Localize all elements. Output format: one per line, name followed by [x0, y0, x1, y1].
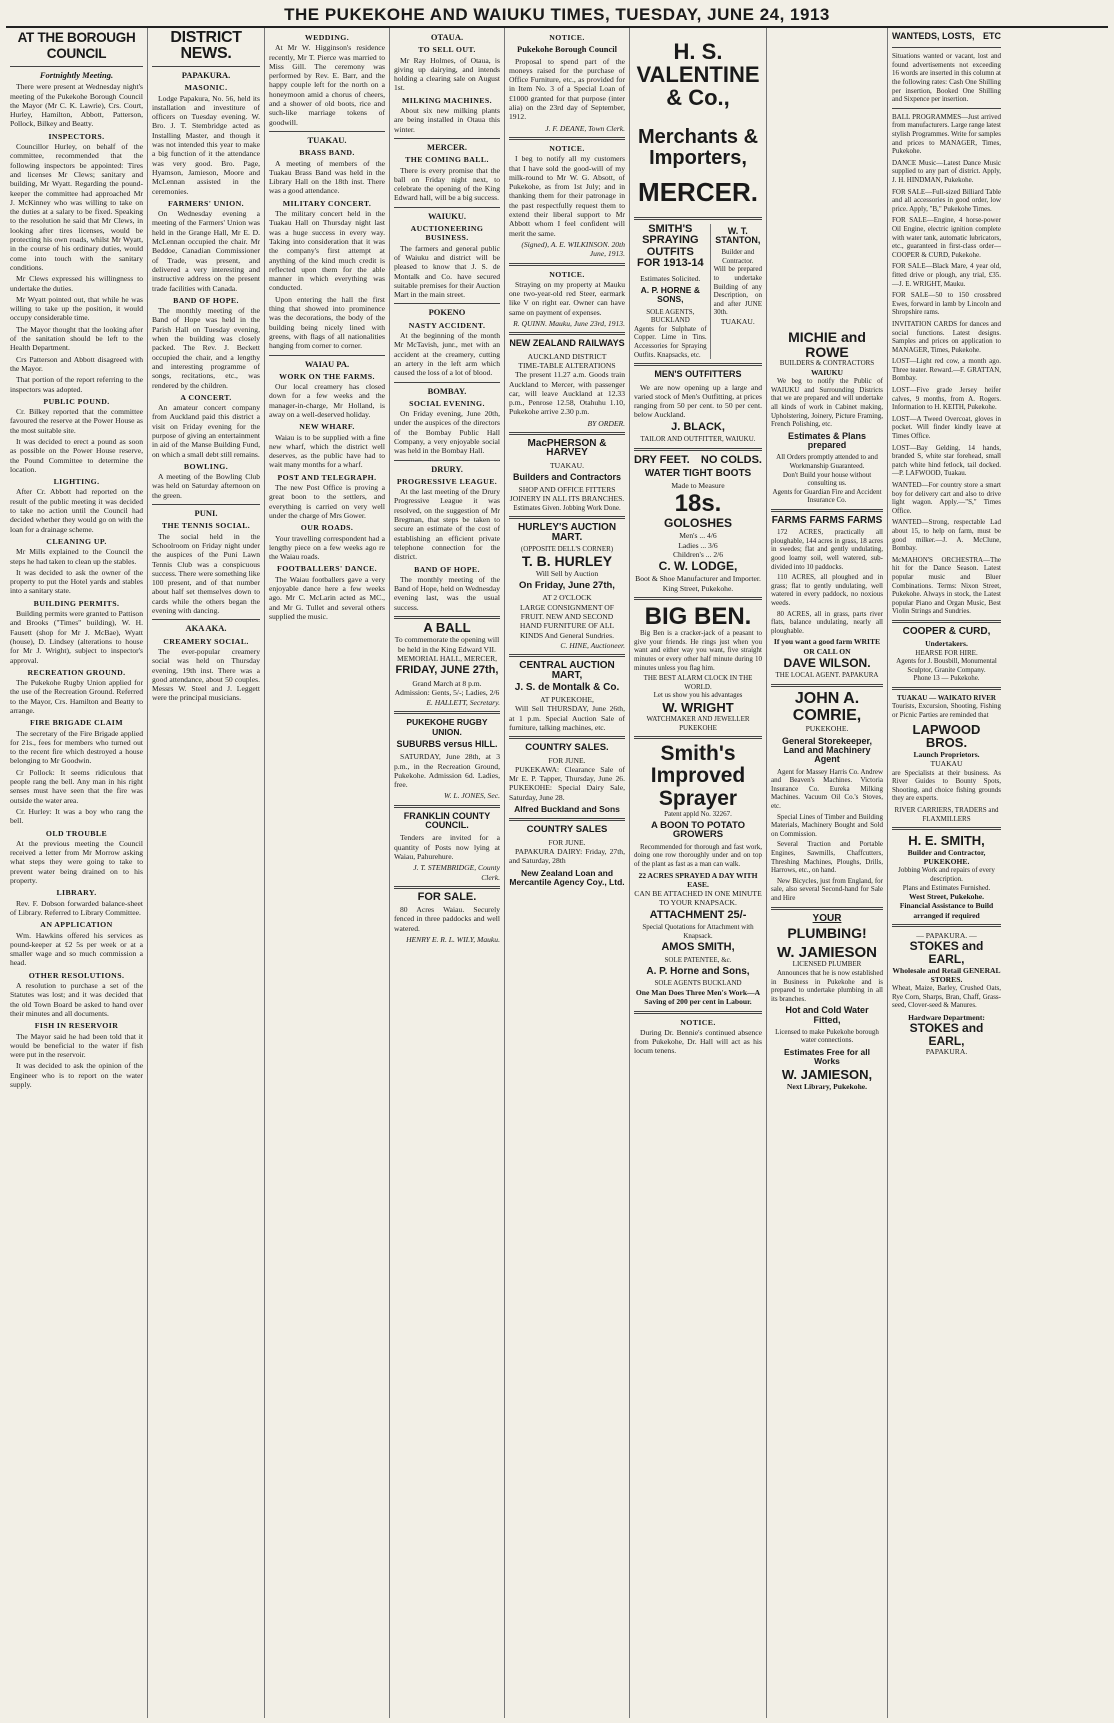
paragraph: Wm. Hawkins offered his services as pound-keeper at £2 5s per week or at a smaller wage and so much commission a head.: [10, 930, 143, 968]
boots-title: WATER TIGHT BOOTS: [644, 468, 752, 480]
section-heading: BAND OF HOPE.: [414, 564, 480, 574]
paragraph: There were present at Wednesday night's meeting of the Pukekohe Borough Council the Mayor (Mr C. K. Lawrie), Crs. Court, Hurley, Hamilton, Abbott, Patterson, Pollock, Bilkey and Beatty.: [10, 82, 143, 129]
classified-item: BALL PROGRAMMES—Just arrived from manufacturers. Large range latest stylish Programmes. Write for samples and prices to MANAGER, Times, Pukekohe.: [892, 112, 1001, 156]
michie-foot2: Don't Build your house without consulting us.: [782, 470, 872, 488]
central-title: CENTRAL AUCTION MART,: [519, 660, 615, 681]
country-sales-sub: FOR JUNE.: [548, 755, 586, 765]
section-heading: PUBLIC POUND.: [43, 396, 110, 406]
stokes-name: STOKES and EARL,: [909, 1021, 984, 1048]
paragraph: At the beginning of the month Mr McTavish, junr., met with an accident at the creamery, cutting an artery in the left arm which caused the loss of a lot of blood.: [394, 331, 500, 378]
country-sales-title: COUNTRY SALES.: [525, 742, 609, 754]
section-heading: AKA AKA.: [185, 623, 227, 634]
michie-foot: All Orders promptly attended to and Workmanship Guaranteed.: [776, 453, 878, 471]
rugby-signature: W. L. JONES, Sec.: [443, 791, 500, 801]
paragraph: Councillor Hurley, on behalf of the committee, recommended that the following inspectors be appointed: Tires and licenses Mr Clews; sanitary and building, Mr Wyatt. Regarding the pound-keeper the committee had approached Mr J. McKinney who was willing to take on the duties at a salary to be fixed. Speaking to the resolution he said that Mr Clews, in looking after tires licenses, would be protecting his own roads, whilst Mr Wyatt, in the course of his ordinary duties, would come into touch with the sanitary conditions.: [10, 142, 143, 272]
lodge-place: King Street, Pukekohe.: [662, 583, 734, 593]
dry-feet-row: [634, 455, 762, 467]
sprayer-patent: Patent appld No. 32267.: [664, 809, 732, 818]
ad-row: [634, 224, 762, 360]
wanteds-heading-left: WANTEDS, LOSTS,: [892, 31, 975, 41]
hsmith-address: West Street, Pukekohe.: [909, 892, 984, 902]
amos-sub: SOLE PATENTEE, &c.: [664, 955, 732, 964]
wright-name: W. WRIGHT: [662, 699, 734, 715]
paragraph: Mr Ray Holmes, of Otaua, is giving up dairying, and intends holding a clearing sale on August 1st.: [394, 55, 500, 93]
stanton-ad: [711, 224, 762, 360]
section-heading: WORK ON THE FARMS.: [279, 371, 375, 381]
paragraph: The Waiau footballers gave a very enjoyable dance here a few weeks ago. Mr C. McLarin acted as MC., and Mr G. Tullet and several others supplied the music.: [269, 574, 385, 621]
jamieson-hot: Hot and Cold Water Fitted,: [785, 1005, 869, 1025]
comrie-name: JOHN A. COMRIE,: [792, 689, 862, 724]
section-heading: CLEANING UP.: [46, 536, 107, 546]
sale-signature: HENRY E. R. L. WILY, Mauku.: [406, 935, 500, 945]
railways-signature: BY ORDER.: [587, 418, 625, 428]
notice-body: I beg to notify all my customers that I have sold the good-will of my milk-round to Mr W. G. Absott, of Pukekohe, as from 1st July; and in thanking them for their patronage in the past respectfully request them to extend their liberal support to Mr Abbott whom I feel confident will merit the same.: [509, 154, 625, 238]
section-heading: AUCTIONEERING BUSINESS.: [410, 224, 484, 243]
paragraph: A resolution to purchase a set of the Statutes was lost; and it was decided that the old Town Board be asked to hand over their minutes and all documents.: [10, 981, 143, 1018]
rugby-title: PUKEKOHE RUGBY UNION.: [406, 717, 488, 737]
section-heading: DRURY.: [431, 463, 463, 474]
paragraph: It was decided to ask the opinion of the Engineer who is to report on the water supply.: [10, 1061, 143, 1089]
special-quotations: Special Quotations for Attachment with Knapsack.: [642, 923, 754, 940]
no-colds: NO COLDS.: [700, 453, 762, 466]
section-heading: MILKING MACHINES.: [402, 95, 492, 105]
smith-title: OUTFITS: [646, 245, 694, 258]
lapwood-body: are Specialists at their business. As River Guides to Bounty Spots, Shooting, and choice fishing grounds they are experts.: [892, 768, 1001, 803]
country-sales-sub: FOR JUNE.: [548, 837, 586, 847]
plumbing-your: YOUR: [812, 912, 842, 924]
hurley-body: LARGE CONSIGNMENT OF FRUIT. NEW AND SECOND HAND FURNITURE OF ALL KINDS And General Sundries.: [519, 602, 615, 640]
section-heading: BOMBAY.: [427, 385, 467, 396]
sprayer-title: Sprayer: [658, 786, 738, 810]
section-heading: WAIAU PA.: [304, 358, 350, 369]
section-heading: BRASS BAND.: [299, 148, 355, 158]
dave-wilson: DAVE WILSON.: [783, 656, 871, 670]
notice-sub: Pukekohe Borough Council: [517, 44, 617, 55]
lodge-name: C. W. LODGE,: [658, 559, 738, 574]
paragraph: The monthly meeting of the Band of Hope, held on Wednesday evening last, was the usual success.: [394, 574, 500, 612]
paragraph: On Wednesday evening a meeting of the Farmers' Union was held in the Grange Hall, Mr E. D. McLennan occupied the chair. Mr Beddoe, Canadian Commissioner of Trade, was present, and delivered a very interesting and instructive address on the present trade facilities with Canada.: [152, 209, 260, 293]
classified-item: WANTED—Strong, respectable Lad about 15, to help on farm, must be good milker.—J. A. McClune, Bombay.: [892, 518, 1001, 553]
classified-item: LOST—A Tweed Overcoat, gloves in pocket. Will finder kindly leave at Times Office.: [892, 414, 1001, 441]
horne2-sub: SOLE AGENTS BUCKLAND: [654, 979, 742, 988]
section-heading: LIGHTING.: [53, 477, 100, 487]
section-heading: MILITARY CONCERT.: [282, 198, 372, 208]
paragraph: Our local creamery has closed down for a few weeks and the manager-in-charge, Mr Holland, is away on a well-deserved holiday.: [269, 382, 385, 419]
section-heading: OUR ROADS.: [300, 523, 354, 533]
michie-sub: BUILDERS & CONTRACTORS: [779, 359, 875, 368]
section-heading: OTAUA.: [430, 32, 464, 42]
paragraph: The farmers and general public of Waiuku and district will be pleased to know that J. S. de Montalk and Co. have secured suitable premises for their Auction Mart in the main street.: [394, 243, 500, 300]
jamieson-name: W. JAMIESON: [776, 943, 877, 961]
ball-title: A BALL: [423, 620, 471, 636]
stokes-name: STOKES and EARL,: [909, 939, 984, 966]
comrie-bikes: New Bicycles, just from England, for sale, also several Second-hand for Sale and Hire: [771, 876, 883, 902]
boon-title: A BOON TO POTATO GROWERS: [651, 820, 745, 841]
goloshes-title: GOLOSHES: [663, 515, 732, 530]
macpherson-line: Builders and Contractors: [512, 471, 622, 482]
hsmith-plans: Plans and Estimates Furnished.: [902, 883, 991, 892]
macpherson-body: SHOP AND OFFICE FITTERS JOINERY IN ALL ITS BRANCHES.: [509, 485, 625, 504]
section-heading: POKENO: [428, 307, 466, 318]
section-heading: NASTY ACCIDENT.: [408, 320, 486, 330]
black-sub: TAILOR AND OUTFITTER, WAIUKU.: [640, 435, 756, 443]
macpherson-place: TUAKAU.: [550, 460, 584, 470]
comrie-body: Several Traction and Portable Engines, Sawmills, Chaffcutters, Threshing Machines, Ploughs, Drills, Harrows, etc., on hand.: [771, 840, 883, 875]
paragraph: Waiau is to be supplied with a fine new wharf, which the district well deserves, as the public have had to wait many months for a wharf.: [269, 432, 385, 470]
paragraph: Lodge Papakura, No. 56, held its installation and investiture of officers on Tuesday evening. W. Bro. J. T. Stembridge acted as Installing Master, and though it was not intended this year to make a big function of it the attendance was very good. Bro. Page, Hyamson, Jamieson, Moore and McLennan assisted in the ceremonies.: [152, 93, 260, 196]
paragraph: A meeting of members of the Tuakau Brass Band was held in the Library Hall on the 18th inst. There was a good attendance.: [269, 158, 385, 196]
comrie-lines: Special Lines of Timber and Building Materials, Machinery Bought and Sold on Commission.: [771, 812, 883, 838]
section-heading: LIBRARY.: [56, 888, 97, 898]
section-heading: NEW WHARF.: [299, 422, 355, 432]
section-heading: WAIUKU.: [427, 210, 467, 221]
paragraph: That portion of the report referring to the inspectors was adopted.: [10, 375, 143, 394]
hurley-name: T. B. HURLEY: [521, 552, 613, 569]
big-ben-body: Big Ben is a cracker-jack of a peasant to give your friends. He rings just when you want and either way you want, five straight minutes or every other half minute during 10 minutes unless you flag him.: [634, 629, 762, 672]
lapwood-carriers: RIVER CARRIERS, TRADERS and FLAXMILLERS: [894, 805, 999, 823]
smith-estimates: Estimates Solicited.: [640, 273, 701, 283]
nz-loan: New Zealand Loan and Mercantile Agency Coy., Ltd.: [509, 867, 625, 887]
column-notices: [505, 28, 630, 1718]
attachment-price: ATTACHMENT 25/-: [649, 908, 747, 921]
paragraph: Rev. F. Dobson forwarded balance-sheet of Library. Referred to Library Committee.: [10, 898, 143, 917]
lapwood-sub: Launch Proprietors.: [913, 749, 980, 759]
ball-date: FRIDAY, JUNE 27th,: [395, 664, 499, 677]
boots-sub: Made to Measure: [671, 481, 725, 491]
lapwood-place: TUAKAU: [930, 759, 963, 769]
section-heading: TUAKAU.: [307, 134, 347, 145]
cooper-name: COOPER & CURD,: [902, 625, 991, 637]
boon-body: Recommended for thorough and fast work, doing one row thoroughly under and on top of the plant as fast as a man can walk.: [634, 842, 762, 868]
classified-item: McMAHON'S ORCHESTRA—The hit for the Dance Season. Latest popular music and Bluer Combinations. Terms: Nixon Street, Pukekohe. Always in stock, the Latest popular Piano and Organ Music, Best Violin Strings and Sundries.: [892, 555, 1001, 616]
paragraph: Your travelling correspondent had a lengthy piece on a few weeks ago re the Waiau roads.: [269, 533, 385, 562]
michie-estimates: Estimates & Plans prepared: [787, 430, 867, 451]
hsmith-sub: Builder and Contractor, PUKEKOHE.: [907, 847, 986, 867]
paragraph: Cr Pollock: It seems ridiculous that people rang the bell. Any man in his right senses must have seen that the fire was outside the water area.: [10, 767, 143, 805]
valentine-line: Merchants & Importers,: [637, 126, 759, 170]
one-man-line: One Man Does Three Men's Work—A Saving of 200 per cent in Labour.: [635, 987, 761, 1007]
notice-title: NOTICE.: [680, 1017, 716, 1027]
country-sales-body: PAPAKURA DAIRY: Friday, 27th, and Saturday, 28th: [509, 846, 625, 866]
classified-item: FOR SALE—Full-sized Billiard Table and all accessories in good order, low price. Apply, "B," Pukekohe Times.: [892, 187, 1001, 213]
jamieson-body: Announces that he is now established in Business in Pukekohe and is prepared to undertake plumbing in all its branches.: [771, 968, 883, 1003]
dry-feet: DRY FEET.: [634, 453, 690, 466]
jamieson-name: W. JAMIESON,: [781, 1066, 873, 1082]
paragraph: The monthly meeting of the Band of Hope was held in the Parish Hall on Tuesday evening, when the building was closely packed. The Rev. J. Beckett occupied the chair, and a lengthy and interesting programme of songs, recitations, etc., was rendered by the children.: [152, 306, 260, 390]
stokes-body: Wheat, Maize, Barley, Crushed Oats, Rye Corn, Sharps, Bran, Chaff, Grass-seed, Clover-seed & Manures.: [892, 984, 1001, 1010]
comrie-sub: General Storekeeper, Land and Machinery Agent: [781, 735, 873, 765]
paragraph: Mr Clews expressed his willingness to undertake the duties.: [10, 274, 143, 293]
stanton-place: TUAKAU.: [720, 316, 755, 326]
section-heading: MERCER.: [427, 141, 467, 152]
notice-title: NOTICE.: [549, 33, 585, 42]
tuakau-body: Tourists, Excursion, Shooting, Fishing or Picnic Parties are reminded that: [892, 702, 1001, 720]
jamieson-address: Next Library, Pukekohe.: [786, 1081, 868, 1091]
rugby-body: SATURDAY, June 28th, at 3 p.m., in the Recreation Ground, Pukekohe. Admission 6d. Ladies, free.: [394, 752, 500, 790]
paragraph: It was decided to ask the owner of the property to put the Hotel yards and stables into a sanitary state.: [10, 567, 143, 596]
paragraph: The Mayor thought that the looking after of the sanitation should be left to the Health Department.: [10, 324, 143, 353]
paragraph: The new Post Office is proving a great boon to the settlers, and everything is carried on very well under the charge of Mrs Gower.: [269, 483, 385, 520]
country-sales-title: COUNTRY SALES: [526, 824, 608, 836]
ball-signature: E. HALLETT, Secretary.: [426, 698, 500, 708]
section-heading: FARMERS' UNION.: [167, 198, 245, 208]
column-district-news: [148, 28, 265, 1718]
paragraph: There is every promise that the ball on Friday night next, to celebrate the opening of the King Edward hall, will be a big success.: [394, 165, 500, 203]
classified-item: DANCE Music—Latest Dance Music supplied to any part of district. Apply, J. H. HINDMAN, Pukekohe.: [892, 158, 1001, 185]
franklin-signature: J. T. STEMBRIDGE, County Clerk.: [413, 863, 500, 882]
rugby-sub: SUBURBS versus HILL.: [396, 739, 498, 749]
paragraph: Crs Patterson and Abbott disagreed with the Mayor.: [10, 354, 143, 373]
sprayer-title: Improved: [650, 764, 746, 788]
smith-title: SMITH'S: [648, 222, 693, 235]
hurley-sub: (OPPOSITE DELL'S CORNER): [520, 544, 614, 553]
smith-title: SPRAYING: [642, 234, 699, 247]
classified-item: FOR SALE—Black Mare, 4 year old, fitted drive or plough, any trial, £35.—J. E. WRIGHT, Mauku.: [892, 262, 1001, 288]
financial-assistance: Financial Assistance to Build arranged if required: [899, 901, 994, 920]
section-heading: FOOTBALLERS' DANCE.: [277, 564, 377, 574]
section-heading: MASONIC.: [184, 83, 228, 93]
section-heading: BAND OF HOPE.: [173, 295, 239, 305]
paragraph: The ever-popular creamery social was held on Thursday evening, 19th inst. There was a good attendance, about 50 couples. Messrs W. Steel and J. Leggett were the principal musicians.: [152, 646, 260, 703]
section-heading: FISH IN RESERVOIR: [34, 1021, 119, 1031]
cooper-sub2: HEARSE FOR HIRE.: [915, 648, 978, 657]
jamieson-tag: LICENSED PLUMBER: [792, 960, 862, 969]
hurley-time: AT 2 O'CLOCK: [542, 593, 592, 603]
masthead: THE PUKEKOHE AND WAIUKU TIMES, TUESDAY, JUNE 24, 1913: [6, 4, 1108, 28]
section-heading: THE COMING BALL.: [405, 155, 489, 165]
tuakau-title: TUAKAU — WAIKATO RIVER: [897, 693, 996, 702]
horne-sub: SOLE AGENTS, BUCKLAND: [646, 307, 695, 325]
paragraph: The secretary of the Fire Brigade applied for 21s., fees for members who turned out to the recent fire which destroyed a house belonging to Mr Goodwin.: [10, 728, 143, 766]
farms-foot: If you want a good farm WRITE OR CALL ON: [773, 637, 881, 656]
section-heading: PUNI.: [194, 508, 218, 519]
wanteds-intro: Situations wanted or vacant, lost and found advertisements not exceeding 16 words are inserted in this column at the following rates: Cash One Shilling per insertion, Booked One Shilling and Sixpence per insertion.: [892, 52, 1001, 104]
comrie-agents: Agent for Massey Harris Co. Andrew and Beaven's Machines. Victoria Insurance Co. Eureka Milking Machines. Vacuum Oil Co.'s Stoves, etc.: [771, 767, 883, 811]
smith-title: FOR 1913-14: [636, 257, 704, 270]
farms-body: 172 ACRES, practically all ploughable, 144 acres in grass, 18 acres in swedes; flat and gently undulating, good loamy soil, well watered, sub-divided into 10 paddocks.: [771, 528, 883, 571]
classified-item: LOST—Bay Gelding, 14 hands, branded S, white star forehead, small patch white hind fetlock, tail docked.—P. LAFWOOD, Tuakau.: [892, 443, 1001, 478]
paragraph: The Mayor said he had been told that it would be beneficial to the water if fish were put in the reservoir.: [10, 1031, 143, 1060]
classified-item: FOR SALE—50 to 150 crossbred Ewes, forward in lamb by Lincoln and Shropshire rams.: [892, 291, 1001, 317]
column-wanteds: [888, 28, 1005, 1718]
ball-body: To commemorate the opening will be held in the King Edward VII. MEMORIAL HALL, MERCER,: [394, 635, 500, 663]
michie-name: MICHIE and ROWE: [788, 329, 866, 360]
macpherson-foot: Estimates Given. Jobbing Work Done.: [513, 503, 621, 512]
mens-outfitters-body: We are now opening up a large and varied stock of Men's Outfitting, at prices ranging from 50 per cent. to 50 per cent. below Auckland.: [634, 382, 762, 420]
horne-name: A. P. HORNE & SONS,: [640, 285, 700, 305]
paragraph: About six new milking plants are being installed in Otaua this winter.: [394, 106, 500, 134]
sprayer-title: Smith's: [660, 742, 736, 766]
section-heading: CREAMERY SOCIAL.: [163, 636, 249, 646]
section-heading: FIRE BRIGADE CLAIM: [30, 718, 123, 728]
comrie-place: PUKEKOHE.: [805, 724, 849, 734]
classified-item: FOR SALE—Engine, 4 horse-power Oil Engine, electric ignition complete with water tank, automatic lubricators, etc., guaranteed in first-class order—COOPER & CURD, Pukekohe.: [892, 216, 1001, 259]
cooper-phone: Phone 13 — Pukekohe.: [913, 674, 980, 683]
franklin-title: FRANKLIN COUNTY COUNCIL.: [403, 810, 491, 831]
paragraph: At Mr W. Higginson's residence recently, Mr T. Pierce was married to Miss Gill. The ceremony was performed by Rev. E. Barr, and the happy couple left for the north on a honeymoon amid a chorus of cheers, and a shower of old boots, rice and such-like marriage tokens of goodwill.: [269, 43, 385, 127]
notice-body: During Dr. Bennie's continued absence from Pukekohe, Dr. Hall will act as his locum tenens.: [634, 1027, 762, 1056]
dave-sub: THE LOCAL AGENT. PAPAKURA: [775, 671, 879, 680]
black-name: J. BLACK,: [671, 420, 725, 433]
section-heading: PAPAKURA.: [181, 70, 231, 80]
acres-sprayed: 22 ACRES SPRAYED A DAY WITH EASE.: [638, 870, 758, 889]
sale-body: 80 Acres Waiau. Securely fenced in three paddocks and well watered.: [394, 905, 500, 933]
section-heading: A CONCERT.: [180, 392, 232, 402]
spacer: [771, 30, 883, 330]
paragraph: Cr. Bilkey reported that the committee favoured the reserve at the Power House as the most suitable site.: [10, 407, 143, 435]
goloshes-price: Men's ... 4/6: [679, 531, 717, 541]
notice-signature: (Signed), A. E. WILKINSON. 20th June, 1913.: [521, 239, 625, 259]
paragraph: Cr. Hurley: It was a boy who rang the bell.: [10, 806, 143, 826]
country-sales-body: PUKEKAWA: Clearance Sale of Mr E. P. Tapper, Thursday, June 26. PUKEKOHE: Special Dairy Sale, Saturday, June 28.: [509, 764, 625, 802]
article-heading: AT THE BOROUGH COUNCIL: [17, 30, 136, 61]
michie-agents: Agents for Guardian Fire and Accident Insurance Co.: [772, 487, 882, 505]
notice-title: NOTICE.: [549, 143, 585, 153]
jamieson-estimates: Estimates Free for all Works: [784, 1047, 870, 1067]
hurley-line: Will Sell by Auction: [535, 568, 599, 578]
hsmith-body: Jobbing Work and repairs of every description.: [898, 866, 995, 883]
section-heading: TO SELL OUT.: [418, 45, 476, 55]
paragraph: The social held in the Schoolroom on Friday night under the auspices of the Puni Lawn Tennis Club was a conspicuous success. There were something like 100 present, and of that number about half set themselves down to cards while the others began the evening with dancing.: [152, 531, 260, 616]
central-body: Will Sell THURSDAY, June 26th, at 1 p.m. Special Auction Sale of furniture, talking machines, etc.: [509, 704, 625, 732]
franklin-body: Tenders are invited for a quantity of Posts now lying at Waiau, Pahurehure.: [394, 833, 500, 861]
mens-outfitters-title: MEN'S OUTFITTERS: [654, 369, 742, 380]
columns: [6, 28, 1108, 1718]
classified-item: LOST—Five grade Jersey heifer calves, 9 months, from A. Rogers. Information to H. KEITH, Pukekohe.: [892, 386, 1001, 412]
big-ben-title: BIG BEN.: [644, 603, 752, 630]
paragraph: Mr Wyatt pointed out, that while he was willing to take up the position, it would occupy considerable time.: [10, 294, 143, 323]
stanton-sub: Builder and Contractor.: [721, 248, 755, 265]
farms-body: 80 ACRES, all in grass, parts river flats, balance undulating, nearly all ploughable.: [771, 609, 883, 635]
papakura-banner: — PAPAKURA. —: [916, 931, 977, 941]
paragraph: Upon entering the hall the first thing that showed into prominence was the decorations, the body of the building being nicely lined with greens, with flags of all nationalities hanging from corner to corner.: [269, 294, 385, 351]
hsmith-name: H. E. SMITH,: [908, 833, 985, 849]
paragraph: After Cr. Abbott had reported on the result of the public meeting it was decided to take no action until the Council had decided whether they would go on with the loan for a drainage scheme.: [10, 487, 143, 534]
section-heading: THE TENNIS SOCIAL.: [161, 521, 251, 531]
classified-item: LOST—Light red cow, a month ago. Three teater. Reward.—F. GRATTAN, Bombay.: [892, 357, 1001, 383]
cooper-sub: Undertakers.: [925, 639, 968, 649]
section-heading: OTHER RESOLUTIONS.: [28, 970, 125, 980]
section-heading: POST AND TELEGRAPH.: [277, 472, 377, 482]
stanton-body: Will be prepared to undertake Building of any Description, on and after JUNE 30th.: [713, 265, 762, 317]
central-name: J. S. de Montalk & Co.: [514, 681, 620, 693]
paragraph: Building permits were granted to Pattison and Brooks ("Times" building), W. H. Fausett (shop for Mr J. McBae), Wyatt (house), D. Lindsey (alterations to house for Mr J. Wright), subject to inspector's approval.: [10, 609, 143, 665]
section-heading: SOCIAL EVENING.: [409, 398, 485, 408]
paragraph: An amateur concert company from Auckland paid this district a visit on Friday evening for the purpose of giving an entertainment in aid of the Manse Building Fund, on which a small debt still remains.: [152, 403, 260, 459]
paragraph: At the previous meeting the Council received a letter from Mr Morrow asking what steps they were going to take to prevent water being drained on to his property.: [10, 838, 143, 886]
classified-item: INVITATION CARDS for dances and social functions. Latest designs. Samples and prices on application to MANAGER, Times, Pukekohe.: [892, 319, 1001, 354]
stanton-name: W. T. STANTON,: [715, 225, 761, 245]
attach-line: CAN BE ATTACHED IN ONE MINUTE TO YOUR KNAPSACK.: [634, 889, 762, 908]
notice-body: Proposal to spend part of the moneys raised for the purchase of Office Furniture, etc., as provided for in Item No. 3 of a Special Loan of £1000 granted for that purpose (inter alia) on the 23rd day of September, 1912.: [509, 56, 625, 122]
hurley-signature: C. HINE, Auctioneer.: [560, 640, 625, 650]
farms-body: 110 ACRES, all ploughed and in grass; flat to gently undulating, well watered in every paddock, no noxious weeds.: [771, 573, 883, 608]
hurley-title: HURLEY'S AUCTION MART.: [517, 522, 617, 543]
goloshes-price: Ladies ... 3/6: [678, 540, 718, 550]
alfred-buckland: Alfred Buckland and Sons: [514, 804, 620, 815]
macpherson-name: MacPHERSON & HARVEY: [527, 437, 607, 459]
boots-price: 18s.: [674, 489, 722, 517]
hurley-date: On Friday, June 27th,: [519, 580, 615, 592]
section-heading: RECREATION GROUND.: [27, 667, 126, 677]
section-heading: WEDDING.: [304, 33, 350, 42]
classified-item: WANTED—For country store a smart boy for delivery cart and also to drive light wagon. Apply.—"S," Times Office.: [892, 481, 1001, 515]
column-news-3: [265, 28, 390, 1718]
stokes-place: PAPAKURA.: [925, 1047, 968, 1057]
section-heading: BOWLING.: [183, 461, 229, 471]
wright-sub: WATCHMAKER AND JEWELLER PUKEKOHE: [646, 715, 750, 732]
section-heading: INSPECTORS.: [48, 131, 105, 141]
horne-body: Agents for Sulphate of Copper. Lime in Tins. Accessories for Spraying Outfits. Knapsacks, etc.: [634, 324, 707, 359]
michie-body: We beg to notify the Public of WAIUKU and Surrounding Districts that we are prepared and will undertake all kinds of work in Cabinet making, Upholstering, Joinery, Picture Framing, French Polishing, etc.: [771, 377, 883, 429]
plumbing-title: PLUMBING!: [787, 924, 867, 941]
section-heading: AN APPLICATION: [40, 920, 113, 930]
article-subheading: Fortnightly Meeting.: [39, 70, 114, 80]
column-news-4: [390, 28, 505, 1718]
valentine-name: H. S. VALENTINE & Co.,: [636, 39, 760, 111]
goloshes-price: Children's ... 2/6: [672, 549, 724, 559]
big-ben-foot2: Let us show you his advantages: [653, 691, 743, 700]
amos-smith: AMOS SMITH,: [661, 941, 735, 954]
cooper-body: Agents for J. Bousbill, Monumental Sculptor, Granite Company.: [896, 657, 997, 674]
wanteds-heading-right: ETC: [983, 31, 1001, 41]
horne2-name: A. P. Horne and Sons,: [646, 966, 750, 978]
big-ben-foot: THE BEST ALARM CLOCK IN THE WORLD.: [643, 674, 753, 691]
paragraph: It was decided to erect a pound as soon as possible on the Power House reserve, the Pound Committee to determine the location.: [10, 436, 143, 474]
valentine-place: MERCER.: [638, 177, 758, 208]
paragraph: Mr Mills explained to the Council the steps he had taken to clean up the stables.: [10, 547, 143, 566]
railways-sub2: TIME-TABLE ALTERATIONS: [518, 360, 616, 370]
paragraph: The military concert held in the Tuakau Hall on Thursday night last was a huge success in every way. Taking into consideration that it was the company's first attempt at anything of the kind much credit is reflected upon them for the able manner in which everything was conducted.: [269, 209, 385, 293]
railways-title: NEW ZEALAND RAILWAYS: [509, 338, 625, 349]
notice-signature: R. QUINN. Mauku, June 23rd, 1913.: [513, 319, 625, 329]
stokes-sub: Wholesale and Retail GENERAL STORES.: [892, 965, 1001, 984]
paragraph: On Friday evening, June 20th, under the auspices of the directors of the Bombay Public Hall Company, a very enjoyable social was held in the Bombay Hall.: [394, 409, 500, 456]
sale-title: FOR SALE.: [417, 890, 477, 903]
railways-sub: AUCKLAND DISTRICT: [527, 351, 607, 361]
jamieson-licensed: Licensed to make Pukekohe borough water connections.: [775, 1027, 879, 1045]
stokes-hardware: Hardware Department:: [908, 1012, 985, 1022]
central-place: AT PUKEKOHE,: [540, 695, 594, 705]
lapwood-name: LAPWOOD BROS.: [912, 721, 981, 751]
paragraph: The Pukekohe Rugby Union applied for the use of the Recreation Ground. Referred to the Mayor, Crs. Hamilton and Beatty to arrange.: [10, 678, 143, 715]
wanteds-heading: [892, 30, 1001, 43]
article-heading: DISTRICT NEWS.: [170, 29, 242, 62]
notice-signature: J. F. DEANE, Town Clerk.: [545, 123, 625, 133]
column-advertisements-2: [767, 28, 888, 1718]
column-advertisements-1: [630, 28, 767, 1718]
section-heading: OLD TROUBLE: [45, 828, 108, 838]
farms-title: FARMS FARMS FARMS: [771, 514, 883, 526]
notice-body: Straying on my property at Mauku one two-year-old red Steer, earmark like V on right ear. Owner can have same on payment of expenses.: [509, 279, 625, 317]
ball-admission: Admission: Gents, 5/-; Ladies, 2/6: [394, 687, 500, 697]
paragraph: A meeting of the Bowling Club was held on Saturday afternoon on the green.: [152, 472, 260, 500]
lodge-sub: Boot & Shoe Manufacturer and Importer.: [635, 574, 761, 584]
notice-title: NOTICE.: [549, 269, 585, 279]
section-heading: PROGRESSIVE LEAGUE.: [396, 476, 498, 486]
section-heading: BUILDING PERMITS.: [33, 598, 120, 608]
smith-ad: [634, 224, 711, 360]
column-borough-council: [6, 28, 148, 1718]
railways-body: The present 11.27 a.m. Goods train Auckland to Mercer, with passenger car, will leave Auckland at 12.33 p.m., Penrose 12.58, Otahuhu 1.10, Pukekohe arrive 2.30 p.m.: [509, 370, 625, 417]
michie-place: WAIUKU: [810, 367, 844, 377]
paragraph: At the last meeting of the Drury Progressive League it was resolved, on the suggestion of Mr Bregman, that steps be taken to secure an estimate of the cost of establishing an efficient private telephone connection for the district.: [394, 487, 500, 562]
ball-sub: Grand March at 8 p.m.: [412, 678, 482, 688]
